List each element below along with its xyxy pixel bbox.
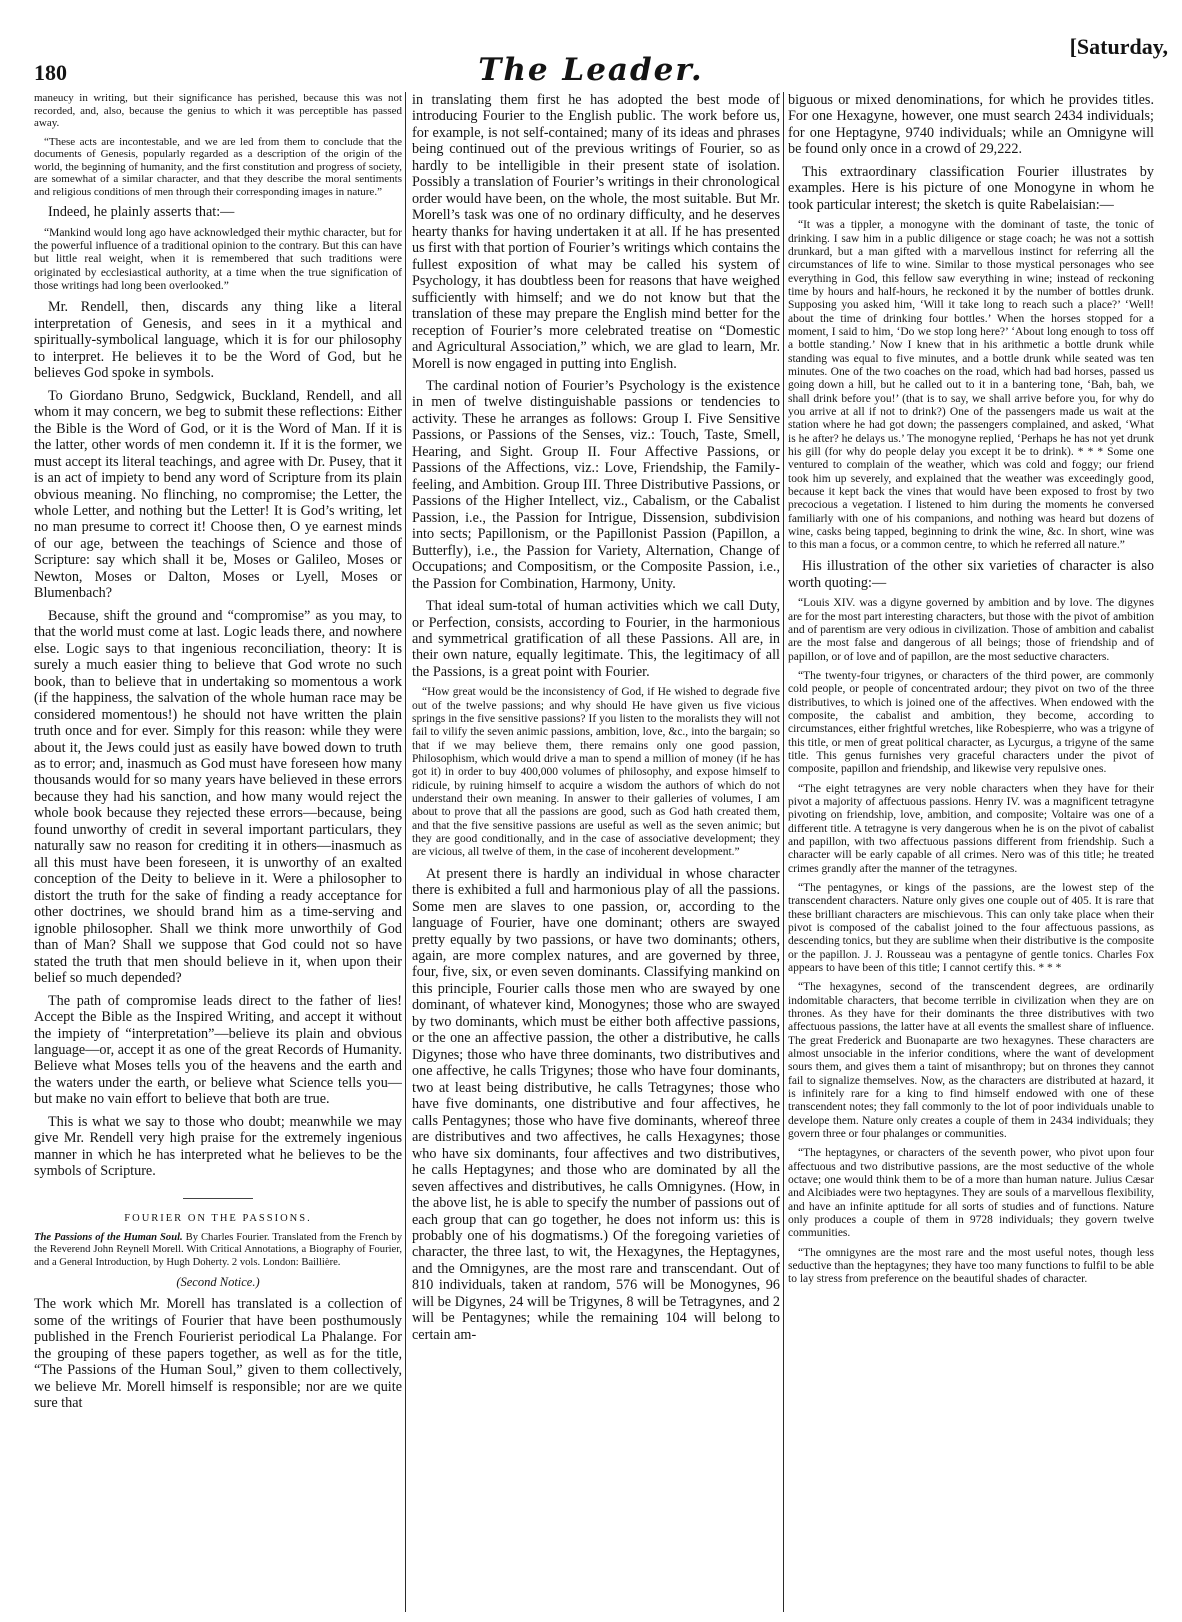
quotation: “The hexagynes, second of the transcendent degrees, are ordinarily indomitable characters, that become terrible in civilization when they are on thrones. As they have for their dominants the three distributives with two affectuous passions, the latter have at all events the smallest share of influence. The great Frederick and Buonaparte are two hexagynes. These characters are almost unsociable in the inferior conditions, where the want of development sours them, and gives them a taint of misanthropy; but on thrones they cannot fail to signalize themselves. Now, as the characters are distributed at hazard, it is infinitely rare for a king to find himself endowed with one of these transcendent notes; they fall commonly to the lot of poor individuals unable to develope them. Nature only creates a couple of them in 2434 individuals; they govern three or four phalanges or communities. <box>788 981 1154 1140</box>
issue-day: [Saturday, <box>1069 34 1168 59</box>
quotation: “The heptagynes, or characters of the seventh power, who pivot upon four affectuous and two distributive passions, are the most seductive of the whole octave; one would think them to be of a more than human nature. Julius Cæsar and Alcibiades were two heptagynes. They are souls of a marvellous flexibility, and have an infinite aptitude for all sorts of studies and of functions. Nature only produces a couple of them in 9728 individuals; they govern twelve communities. <box>788 1147 1154 1240</box>
paragraph: The path of compromise leads direct to the father of lies! Accept the Bible as the Inspired Writing, and accept it without the impiety of “interpretation”—believe its plain and obvious language—or, accept it as one of the great Records of Humanity. Believe what Moses tells you of the heavens and the earth and the waters under the earth, or believe what Science tells you—but make no vain effort to believe that both are true. <box>34 992 402 1108</box>
masthead <box>0 0 1182 86</box>
book-title: The Passions of the Human Soul. <box>34 1231 183 1243</box>
paragraph: At present there is hardly an individual in whose character there is exhibited a full and harmonious play of all the passions. Some men are slaves to one passion, or, according to the language of Fourier, have one dominant; others are swayed pretty equally by two passions, or have two dominants; others, again, are more complex natures, and are governed by three, four, five, six, or even seven dominants. Classifying mankind on this principle, Fourier calls those men who are swayed by one dominant, of whatever kind, Monogynes; those who are swayed by two dominants, which must be either both affective passions, or the one an affective passion, the other a distributive, he calls Digynes; those who have three dominants, two distributives and one affective, he calls Trigynes; those who have four dominants, two at least being distributive, he calls Tetragynes; those who have five dominants, one distributive and four affectives, he calls Pentagynes; those who have five dominants, whereof three are distributives and two affectives, he calls Hexagynes; those who have six dominants, four affectives and two distributives, he calls Heptagynes; and those who are dominated by all the seven affectives and distributives, he calls Omnigynes. (How, in the above list, he is able to specify the number of passions out of each group that can go together, he does not inform us: this is probably one of his dogmatisms.) Of the foregoing varieties of character, the three last, to wit, the Hexagynes, the Heptagynes, and the Omnigynes, are the most rare and transcendant. Out of 810 individuals, taken at random, 576 will be Monogynes, 96 will be Digynes, 24 will be Trigynes, 8 will be Tetragynes, and 2 will be Pentagynes; while the remaining 104 will belong to certain am- <box>412 865 780 1343</box>
page-number: 180 <box>34 60 67 85</box>
paragraph: The cardinal notion of Fourier’s Psychology is the existence in men of twelve distinguishable passions or tendencies to activity. These he arranges as follows: Group I. Five Sensitive Passions, or Passions of the Senses, viz.: Touch, Taste, Smell, Hearing, and Sight. Group II. Four Affective Passions, or Passions of the Affections, viz.: Love, Friendship, the Family-feeling, and Ambition. Group III. Three Distributive Passions, or Passions of the Higher Intellect, viz., Cabalism, or the Cabalist Passion, i.e., the Passion for Intrigue, Dissension, subdivision into sects; Papillonism, or the Papillonist Passion (Papillon, a Butterfly), i.e., the Passion for Variety, Alternation, Change of Occupations; and Compositism, or the Composite Passion, i.e., the Passion for Combination, Harmony, Unity. <box>412 377 780 592</box>
quotation: “Mankind would long ago have acknowledged their mythic character, but for the powerful influence of a traditional opinion to the contrary. But this can have but little real weight, when it is remembered that such traditions were originated by ecclesiastical authority, at a time when the true signification of those writings had long been overlooked.” <box>34 226 402 293</box>
book-details: By Charles Fourier. Translated from the French by the Reverend John Reynell Morell. With Critical Annotations, a Biography of Fourier, and a General Introduction, by Hugh Doherty. 2 vols. London: Baillière. <box>34 1231 402 1268</box>
section-divider <box>183 1198 253 1199</box>
paragraph: This is what we say to those who doubt; meanwhile we may give Mr. Rendell very high praise for the extremely ingenious manner in which he has interpreted what he believes to be the symbols of Scripture. <box>34 1113 402 1180</box>
column-2 <box>412 92 780 1614</box>
paragraph: The work which Mr. Morell has translated is a collection of some of the writings of Fourier that have been posthumously published in the French Fourierist periodical La Phalange. For the grouping of these papers together, as well as for the title, “The Passions of the Human Soul,” given to them collectively, we believe Mr. Morell himself is responsible; nor are we quite sure that <box>34 1296 402 1412</box>
quotation: “The twenty-four trigynes, or characters of the third power, are commonly cold people, or people of concentrated ardour; they pivot on two of the three distributives, to which is joined one of the affectives. When endowed with the composite, the cabalist and ambition, they become, according to circumstances, either frightful wretches, like Robespierre, who was a trigyne of this title, or men of great political character, as Lycurgus, a trigyne of the same title. This genus furnishes very graceful characters under the pivot of composite, papillon and friendship, and likewise very repulsive ones. <box>788 670 1154 776</box>
paragraph: Because, shift the ground and “compromise” as you may, to that the world must come at last. Logic leads there, and nowhere else. Logic says to that ingenious reconciliation, theory: It is surely a much easier thing to believe that God wrote no such book, than to believe that in undertaking so momentous a work (if the happiness, the salvation of the whole human race may be considered momentous!) he should not have written the plain truth once and for ever. Simply for this reason: while they were about it, the Jews could just as easily have bowed down to truth as to error; and, inasmuch as God must have foreseen how many thousands would for so many years have believed in these errors because they had his sanction, and how many would reject the whole book because they rejected these errors—because, being found unworthy of credit in several important particulars, they naturally saw no reason for crediting it in others—inasmuch as all this must have been foreseen, it is unworthy of an exalted conception of the Deity to believe in it. Were a philosopher to distort the truth for the sake of finding a ready acceptance for other doctrines, we should brand him as a time-serving and ignoble philosopher. Shall we think more unworthily of God than of Man? Shall we suppose that God could not so have stated the truth that men should believe in it, when upon their belief so much depended? <box>34 607 402 987</box>
notice-label: (Second Notice.) <box>176 1275 260 1290</box>
book-citation <box>34 1232 402 1270</box>
column-1 <box>34 92 402 1614</box>
column-3 <box>788 92 1154 1614</box>
paragraph: in translating them first he has adopted the best mode of introducing Fourier to the English public. The work before us, for example, is not self-contained; many of its ideas and phrases being continued out of the previous writings of Fourier, so as hardly to be intelligible in their present state of isolation. Possibly a translation of Fourier’s writings in their chronological order would have been, on the whole, the most suitable. But Mr. Morell’s task was one of no ordinary difficulty, and he deserves hearty thanks for having undertaken it at all. If he has presented us first with that portion of Fourier’s writings which contains the fullest exposition of what may be called his system of Psychology, it has doubtless been for reasons that have weighed sufficiently with himself; and we do not know but that the translation of these may prepare the English mind better for the reception of Fourier’s more celebrated treatise on “Domestic and Agricultural Association,” which, we are glad to learn, Mr. Morell is now engaged in putting into English. <box>412 92 780 372</box>
paragraph: biguous or mixed denominations, for which he provides titles. For one Hexagyne, however, one must search 2434 individuals; for one Heptagyne, 9740 individuals; while an Omnigyne will be found only once in a crowd of 29,222. <box>788 92 1154 158</box>
quotation: “How great would be the inconsistency of God, if He wished to degrade five out of the twelve passions; and why should He have given us five vicious springs in the five sensitive passions? If you listen to the moralists they will not fail to vilify the seven animic passions, ambition, love, &c., into the bargain; so that if we may believe them, there remains only one good passion, Philosophism, which would drive a man to spend a million of money (if he has got it) in order to buy 400,000 volumes of philosophy, and expose himself to ridicule, by ruining himself to acquire a wisdom the authors of which do not understand their own meaning. In answer to their galleries of volumes, I am about to prove that all the passions are good, such as God hath created them, and that the five sensitive passions are useful as well as the seven animic; but they are good conditionally, and in the case of associative development; they are vicious, all twelve of them, in the case of incoherent development.” <box>412 686 780 859</box>
paragraph: Mr. Rendell, then, discards any thing like a literal interpretation of Genesis, and sees in it a mythical and spiritually-symbolical language, which it is for our philosophy to interpret. He believes it to be the Word of God, but he believes God spoke in symbols. <box>34 299 402 382</box>
paragraph: His illustration of the other six varieties of character is also worth quoting:— <box>788 558 1154 591</box>
paragraph: maneucy in writing, but their significance has perished, because this was not recorded, and, also, because the genius to which it was perceptible has passed away. <box>34 92 402 130</box>
section-title: FOURIER ON THE PASSIONS. <box>124 1212 312 1224</box>
paragraph: This extraordinary classification Fourier illustrates by examples. Here is his picture of one Monogyne in whom he took particular interest; the sketch is quite Rabelaisian:— <box>788 163 1154 213</box>
article-columns <box>34 92 1154 1614</box>
quotation: “Louis XIV. was a digyne governed by ambition and by love. The digynes are for the most part interesting characters, but those with the pivot of ambition and of parentism are very odious in civilization. Those of ambition and cabalist are the most false and dangerous of all beings; those of friendship and of papillon, or of love and of papillon, are the most seductive characters. <box>788 597 1154 663</box>
quotation: “It was a tippler, a monogyne with the dominant of taste, the tonic of drinking. I saw him in a public diligence or stage coach; he was not a sottish drunkard, but a man gifted with a marvellous instinct for referring all the circumstances of life to wine. Similar to those mystical personages who see everything in God, this fellow saw everything in wine; instead of reckoning time by hours and half-hours, he reckoned it by the number of bottles drunk. Supposing you asked him, ‘Will it take long to reach such a place?’ ‘Well! about the time of drinking four bottles.’ When the horses stopped for a moment, I said to him, ‘Do we stop long here?’ ‘About long enough to toss off a bottle standing.’ Now I knew that in his arithmetic a bottle drunk while standing was equal to five minutes, and a bottle drunk while seated was ten minutes. One of the two coaches on the road, which had bad horses, passed us going down a hill, but he called out to it in a bantering tone, ‘Bah, bah, we shall drink before you!’ (that is to say, we shall arrive before you, for why do you arrive at all if not to drink?) One of the passengers made us wait at the station where he had got down; the passengers complained, and asked, ‘What is he after? he delays us.’ The monogyne replied, ‘Perhaps he has not yet drunk his gill (for why do people delay you except it be to drink). * * * Some one ventured to complain of the weather, which was cold and foggy; our friend took him up severely, and explained that the weather was exceedingly good, because it kept back the vines that would have been exposed to frost by two precocious a vegetation. I listened to him during the moments he conversed familiarly with one of his companions, and nothing was heard but dozens of wine, casks being tapped, beginning to drink the wine, &c. In short, wine was to this man a focus, or a common centre, to which he referred all nature.” <box>788 219 1154 552</box>
quotation: “The eight tetragynes are very noble characters when they have for their pivot a majority of affectuous passions. Henry IV. was a magnificent tetragyne pivoting on friendship, love, ambition, and composite; Voltaire was one of a different title. A tetragyne is very dangerous when he is on the pivot of cabalist and papillon, with two affectuous passions different from friendship. Such a character will be early capable of all crimes. Nero was of this title; he treated crimes grandly after the manner of the tetragynes. <box>788 782 1154 875</box>
paragraph: To Giordano Bruno, Sedgwick, Buckland, Rendell, and all whom it may concern, we beg to submit these reflections: Either the Bible is the Word of God, or it is the Word of Man. If it is the latter, other words of men condemn it. If it is the former, we must accept its literal teachings, and agree with Dr. Pusey, that it is an act of impiety to bend any word of Scripture from its plain obvious meaning. No flinching, no compromise; the Letter, the whole Letter, and nothing but the Letter! It is God’s writing, let no man presume to correct it! Choose then, O ye earnest minds of our age, between the teachings of Science and those of Scripture: say which shall it be, Moses or Galileo, Moses or Newton, Moses or Dalton, Moses or Lyell, Moses or Blumenbach? <box>34 387 402 602</box>
quotation: “These acts are incontestable, and we are led from them to conclude that the documents of Genesis, popularly regarded as a description of the origin of the world, the beginning of humanity, and the first constitution and progress of society, are somewhat of a similar character, and that they describe the moral sentiments and religious conditions of men through their corresponding images in nature.” <box>34 135 402 198</box>
quotation: “The omnigynes are the most rare and the most useful notes, though less seductive than the heptagynes; they have too many functions to fulfil to be able to lay stress from preference on the beautiful shades of character. <box>788 1246 1154 1286</box>
quotation: “The pentagynes, or kings of the passions, are the lowest step of the transcendent characters. Nature only gives one couple out of 405. It is rare that these brilliant characters are mischievous. This can only take place when their pivot is composed of the cabalist joined to the four affectuous passions, as descending tonics, but they are sublime when their distributive is the composite or the papillon. J. J. Rousseau was a pentagyne of gentle tonics. Charles Fox appears to have been of this title; I cannot certify this. * * * <box>788 881 1154 974</box>
paragraph: Indeed, he plainly asserts that:— <box>48 204 235 221</box>
newspaper-title: The Leader. <box>478 52 704 88</box>
paragraph: That ideal sum-total of human activities which we call Duty, or Perfection, consists, according to Fourier, in the harmonious and symmetrical gratification of all these Passions. All are, in their own nature, equally legitimate. This, the legitimacy of all the Passions, is a great point with Fourier. <box>412 598 780 680</box>
